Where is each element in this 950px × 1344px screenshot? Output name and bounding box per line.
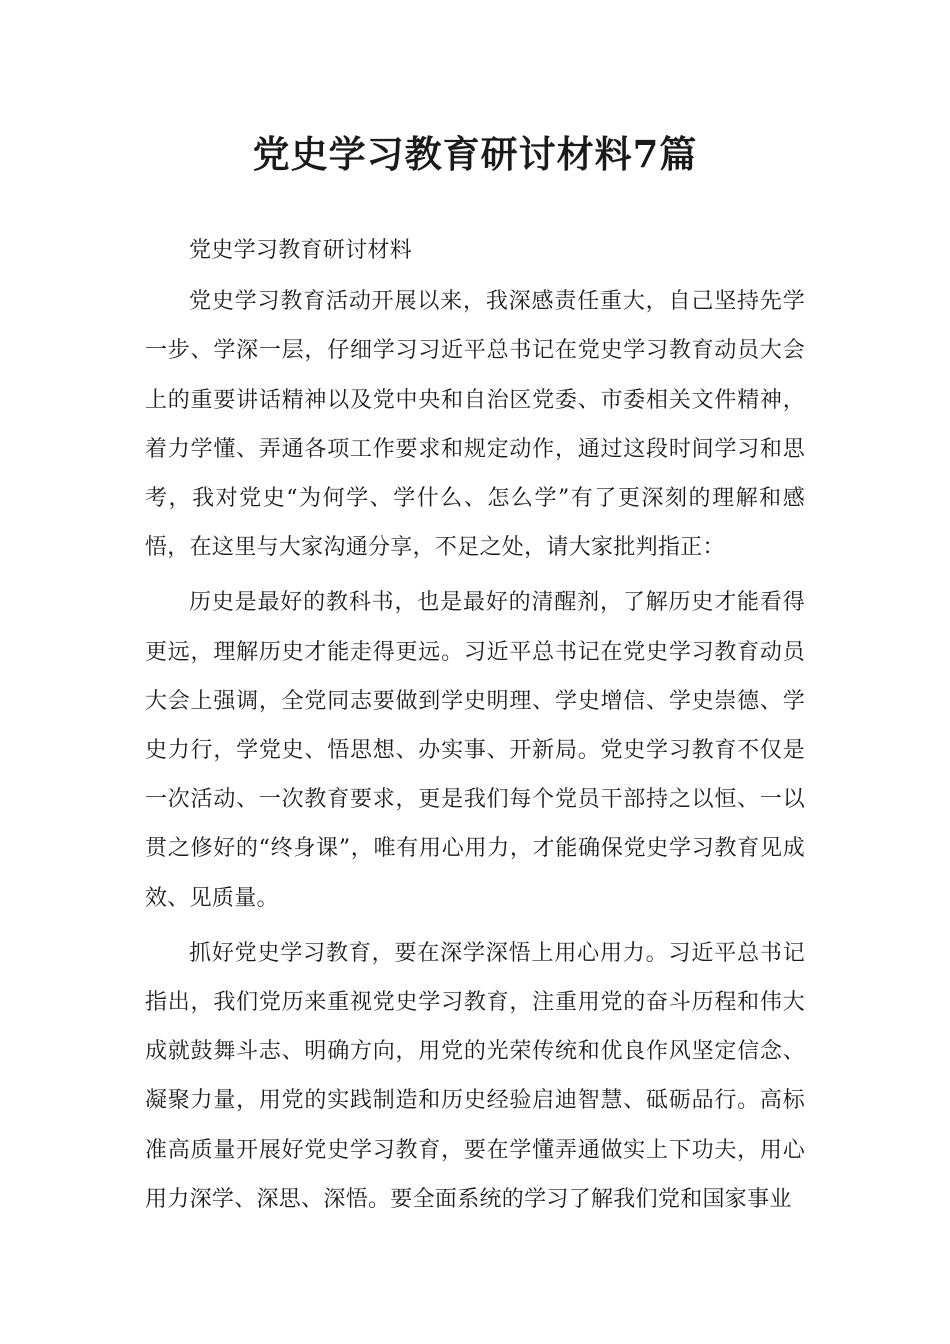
paragraph-3: 抓好党史学习教育，要在深学深悟上用心用力。习近平总书记指出，我们党历来重视党史学习教育，注重用党的奋斗历程和伟大成就鼓舞斗志、明确方向，用党的光荣传统和优良作风坚定信念、凝聚力量，用党的实践制造和历史经验启迪智慧、砥砺品行。高标准高质量开展好党史学习教育，要在学懂弄通做实上下功夫，用心用力深学、深思、深悟。要全面系统的学习了解我们党和国家事业 [145, 940, 805, 1212]
document-body [145, 226, 805, 1224]
document-subtitle: 党史学习教育研讨材料 [189, 238, 413, 263]
paragraph-1: 党史学习教育活动开展以来，我深感责任重大，自己坚持先学一步、学深一层，仔细学习习近平总书记在党史学习教育动员大会上的重要讲话精神以及党中央和自治区党委、市委相关文件精神，着力学懂、弄通各项工作要求和规定动作，通过这段时间学习和思考，我对党史“为何学、学什么、怎么学”有了更深刻的理解和感悟，在这里与大家沟通分享，不足之处，请大家批判指正： [145, 289, 805, 561]
document-title: 党史学习教育研讨材料7篇 [252, 132, 698, 176]
paragraph-2: 历史是最好的教科书，也是最好的清醒剂，了解历史才能看得更远，理解历史才能走得更远。习近平总书记在党史学习教育动员大会上强调，全党同志要做到学史明理、学史增信、学史崇德、学史力行，学党史、悟思想、办实事、开新局。党史学习教育不仅是一次活动、一次教育要求，更是我们每个党员干部持之以恒、一以贯之修好的“终身课”，唯有用心用力，才能确保党史学习教育见成效、见质量。 [145, 590, 805, 911]
